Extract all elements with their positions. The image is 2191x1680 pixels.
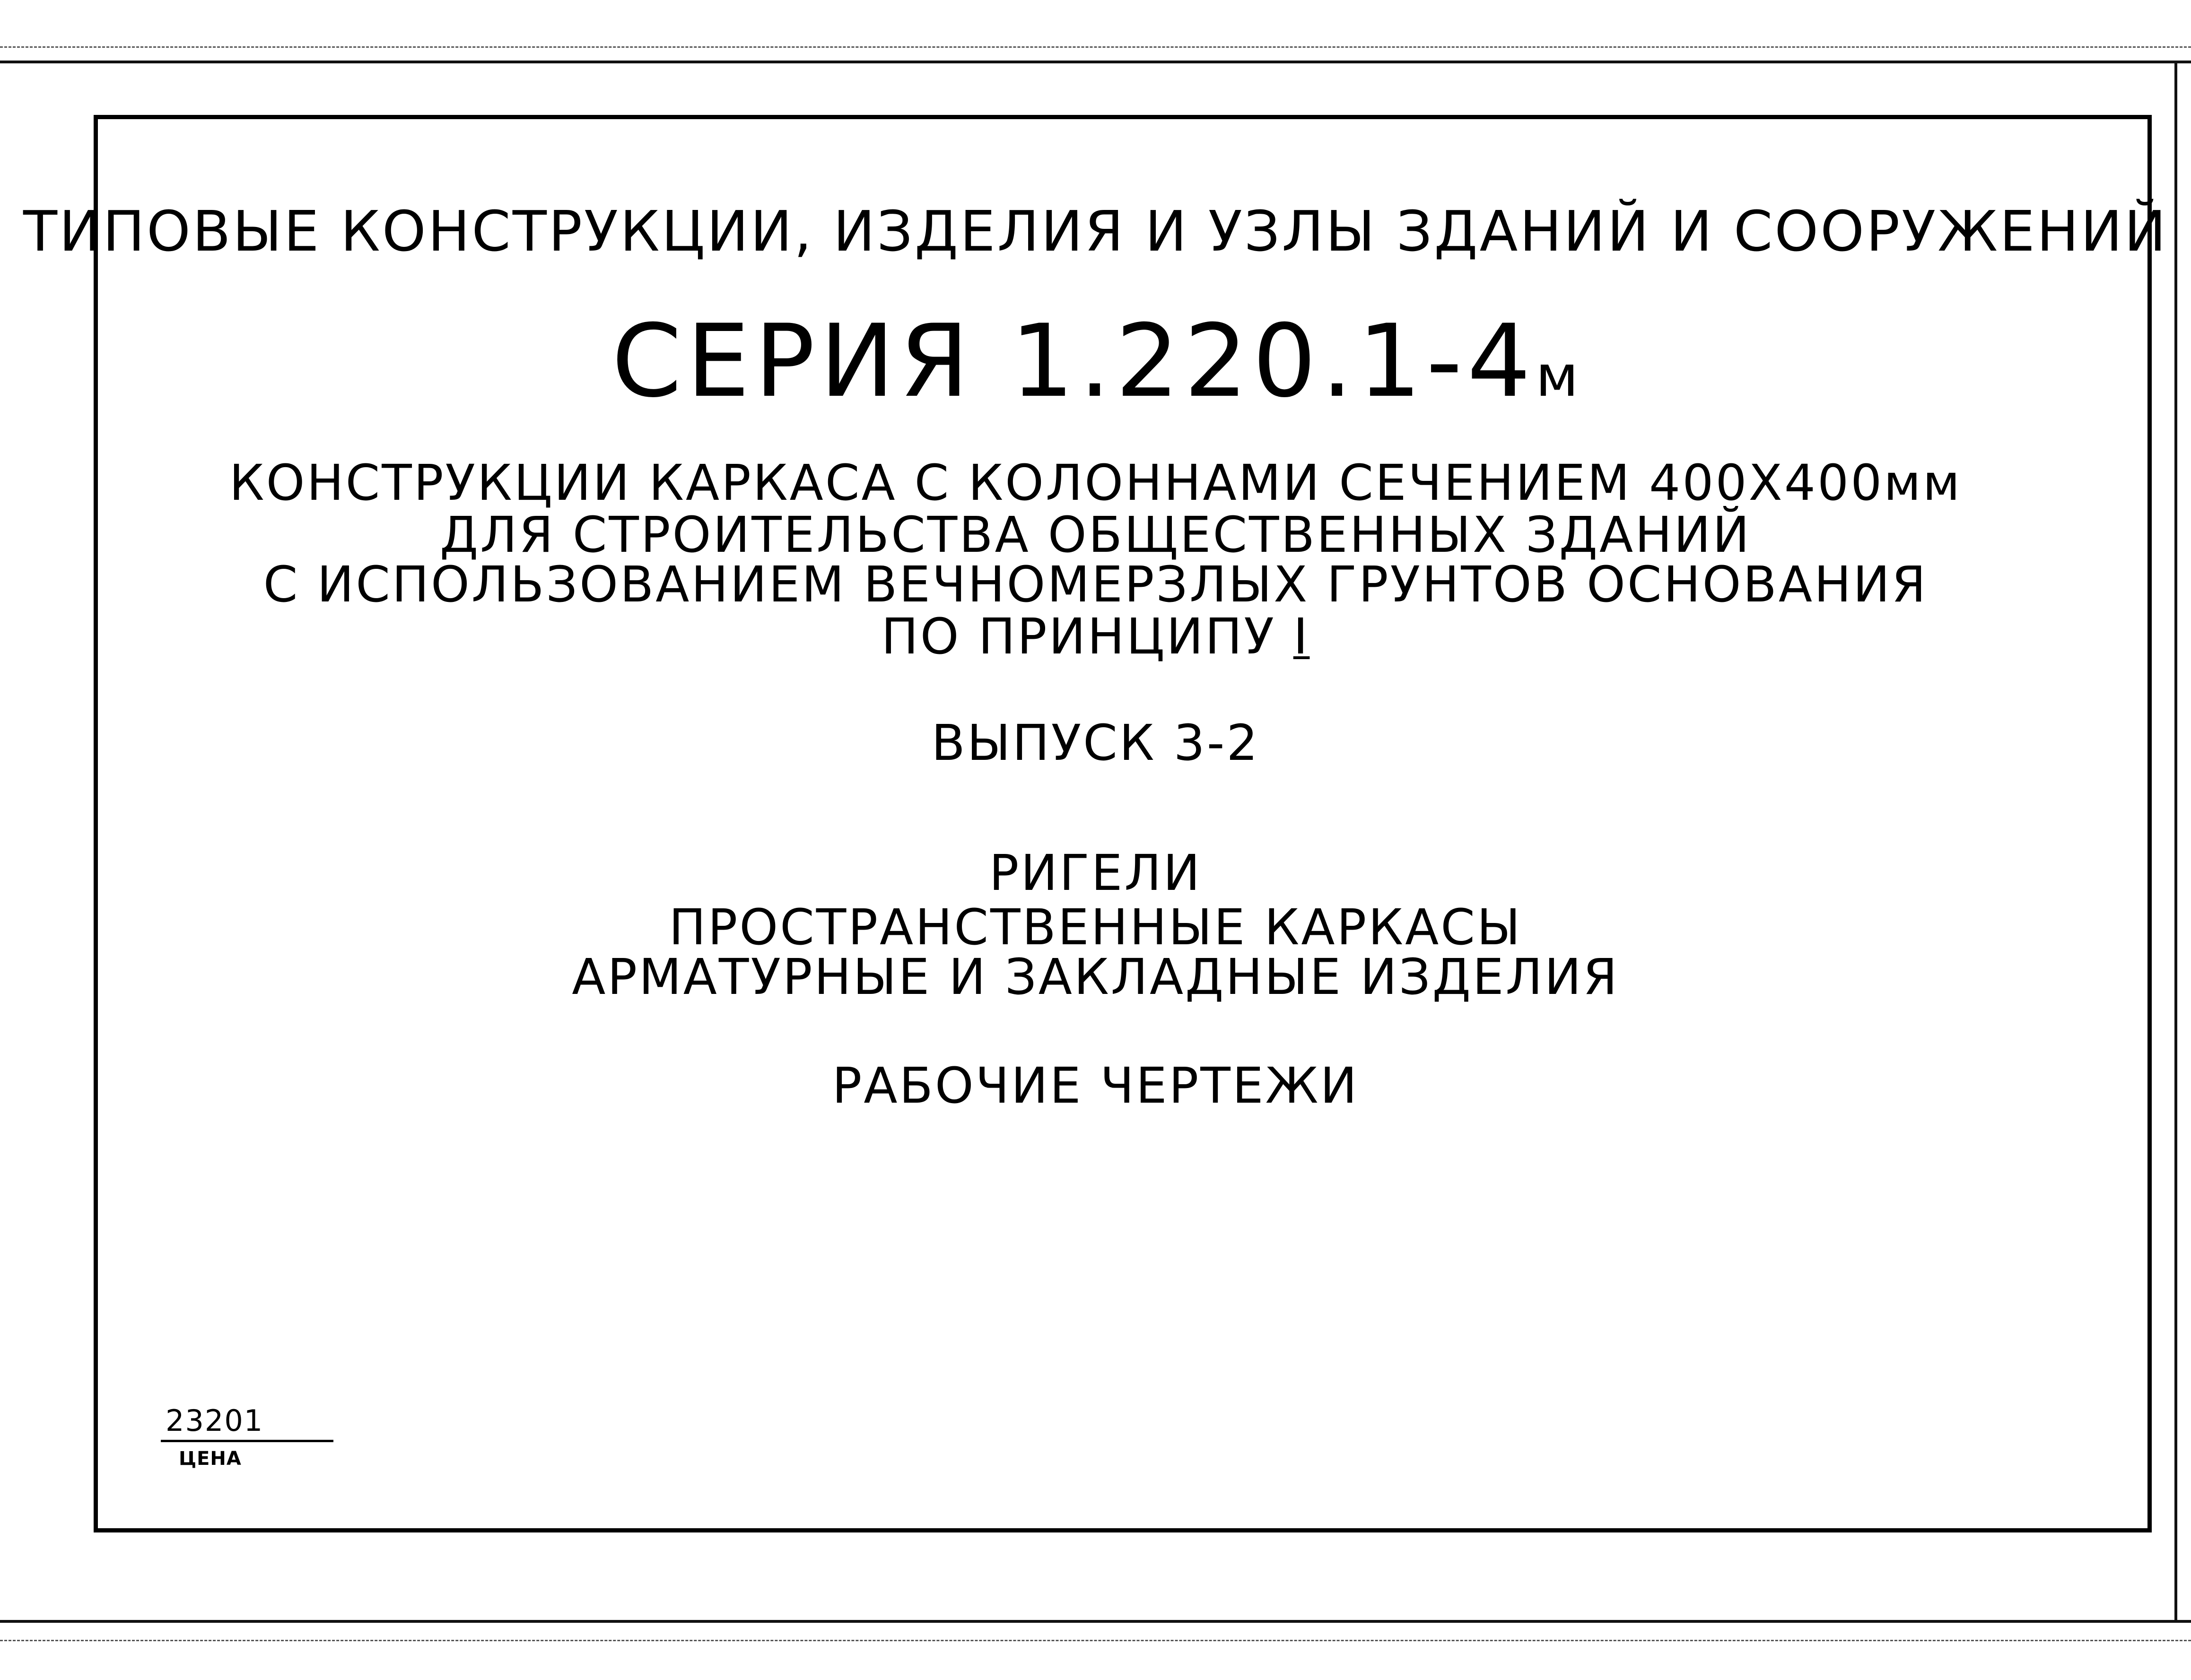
price-underline <box>161 1440 333 1442</box>
description-line-4-text: ПО ПРИНЦИПУ <box>881 608 1276 665</box>
price-label: ЦЕНА <box>179 1448 242 1470</box>
document-type: РАБОЧИЕ ЧЕРТЕЖИ <box>832 1057 1359 1114</box>
price-code: 23201 <box>166 1403 264 1438</box>
description-line-4 <box>0 608 2191 665</box>
sheet-edge-bottom-dashed <box>0 1640 2191 1641</box>
series-title <box>0 303 2191 419</box>
issue-number: ВЫПУСК 3-2 <box>931 714 1260 772</box>
series-number: СЕРИЯ 1.220.1-4 <box>611 303 1536 419</box>
contents-item-1: РИГЕЛИ <box>989 844 1202 902</box>
sheet-edge-bottom <box>0 1620 2191 1623</box>
description-line-3: С ИСПОЛЬЗОВАНИЕМ ВЕЧНОМЕРЗЛЫХ ГРУНТОВ ОСНОВАНИЯ <box>263 556 1928 613</box>
sheet-edge-right <box>2174 61 2177 1622</box>
description-line-1: КОНСТРУКЦИИ КАРКАСА С КОЛОННАМИ СЕЧЕНИЕМ 400Х400мм <box>229 454 1962 512</box>
header-title: ТИПОВЫЕ КОНСТРУКЦИИ, ИЗДЕЛИЯ И УЗЛЫ ЗДАНИЙ И СООРУЖЕНИЙ <box>23 199 2168 264</box>
sheet-edge-top-dashed <box>0 46 2191 48</box>
contents-item-2: ПРОСТРАНСТВЕННЫЕ КАРКАСЫ <box>669 898 1522 956</box>
principle-number: I <box>1293 608 1310 665</box>
description-line-2: ДЛЯ СТРОИТЕЛЬСТВА ОБЩЕСТВЕННЫХ ЗДАНИЙ <box>440 506 1751 564</box>
contents-item-3: АРМАТУРНЫЕ И ЗАКЛАДНЫЕ ИЗДЕЛИЯ <box>572 948 1619 1006</box>
series-suffix: м <box>1536 344 1580 409</box>
sheet-edge-top <box>0 61 2191 63</box>
